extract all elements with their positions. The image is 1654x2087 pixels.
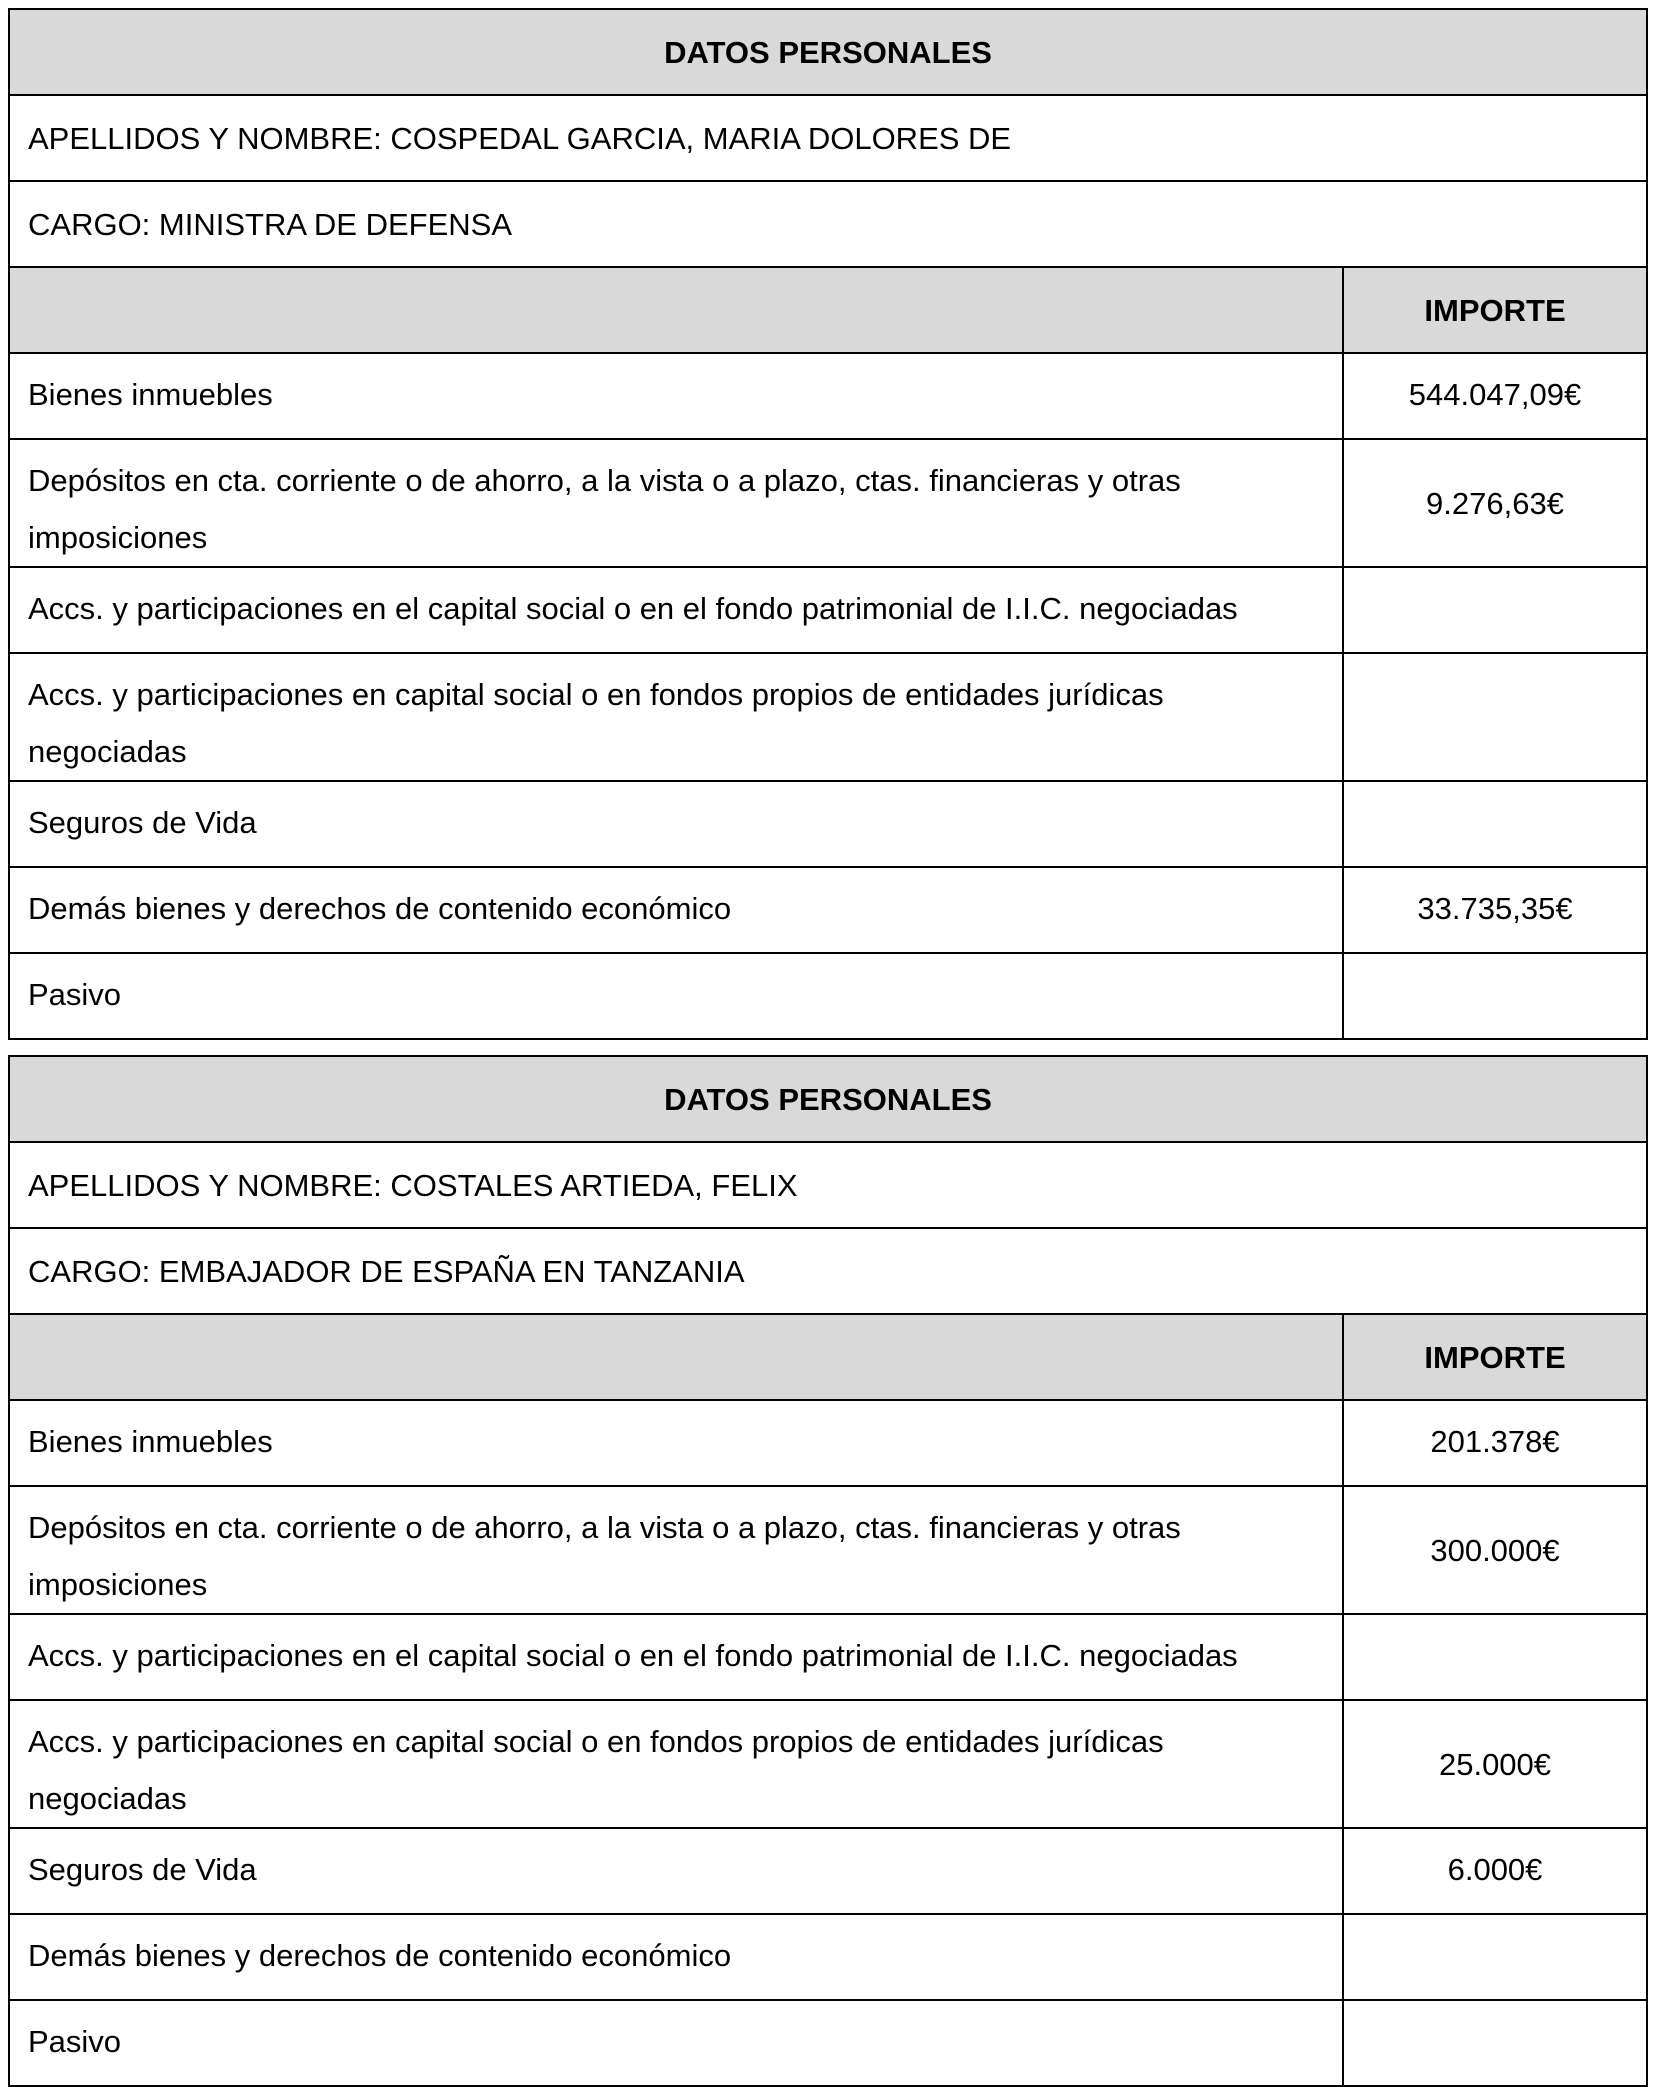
row-amount [1343,953,1647,1039]
row-label: Demás bienes y derechos de contenido económico [9,867,1343,953]
table-row [9,1614,1647,1700]
position-line: CARGO: EMBAJADOR DE ESPAÑA EN TANZANIA [9,1228,1647,1314]
row-label: Seguros de Vida [9,781,1343,867]
table-row [9,953,1647,1039]
row-amount [1343,781,1647,867]
table-row [9,1914,1647,2000]
asset-declaration-table-1 [8,8,1648,1040]
row-amount: 25.000€ [1343,1700,1647,1828]
row-label: Pasivo [9,2000,1343,2086]
name-line: APELLIDOS Y NOMBRE: COSTALES ARTIEDA, FELIX [9,1142,1647,1228]
row-label: Depósitos en cta. corriente o de ahorro, a la vista o a plazo, ctas. financieras y otras imposiciones [9,1486,1343,1614]
table-row [9,781,1647,867]
section-header: DATOS PERSONALES [9,1056,1647,1142]
row-amount: 300.000€ [1343,1486,1647,1614]
table-row [9,567,1647,653]
table-row [9,1828,1647,1914]
row-amount [1343,2000,1647,2086]
concept-header-cell [9,1314,1343,1400]
row-label: Accs. y participaciones en capital social o en fondos propios de entidades jurídicas negociadas [9,653,1343,781]
row-amount [1343,1614,1647,1700]
amount-header: IMPORTE [1343,1314,1647,1400]
name-line: APELLIDOS Y NOMBRE: COSPEDAL GARCIA, MARIA DOLORES DE [9,95,1647,181]
row-amount: 9.276,63€ [1343,439,1647,567]
row-label: Demás bienes y derechos de contenido económico [9,1914,1343,2000]
table-row [9,2000,1647,2086]
row-label: Accs. y participaciones en capital social o en fondos propios de entidades jurídicas negociadas [9,1700,1343,1828]
row-label: Bienes inmuebles [9,353,1343,439]
table-row [9,439,1647,567]
row-label: Seguros de Vida [9,1828,1343,1914]
position-line: CARGO: MINISTRA DE DEFENSA [9,181,1647,267]
table-row [9,1400,1647,1486]
row-amount: 544.047,09€ [1343,353,1647,439]
table-row [9,1486,1647,1614]
table-row [9,867,1647,953]
row-label: Depósitos en cta. corriente o de ahorro, a la vista o a plazo, ctas. financieras y otras imposiciones [9,439,1343,567]
row-label: Bienes inmuebles [9,1400,1343,1486]
row-label: Accs. y participaciones en el capital social o en el fondo patrimonial de I.I.C. negociadas [9,1614,1343,1700]
row-amount: 6.000€ [1343,1828,1647,1914]
row-amount [1343,653,1647,781]
row-amount: 33.735,35€ [1343,867,1647,953]
row-label: Accs. y participaciones en el capital social o en el fondo patrimonial de I.I.C. negociadas [9,567,1343,653]
row-amount [1343,567,1647,653]
table-row [9,353,1647,439]
table-row [9,1700,1647,1828]
row-amount: 201.378€ [1343,1400,1647,1486]
asset-declaration-table-2 [8,1055,1648,2087]
amount-header: IMPORTE [1343,267,1647,353]
table-row [9,653,1647,781]
concept-header-cell [9,267,1343,353]
row-label: Pasivo [9,953,1343,1039]
row-amount [1343,1914,1647,2000]
section-header: DATOS PERSONALES [9,9,1647,95]
